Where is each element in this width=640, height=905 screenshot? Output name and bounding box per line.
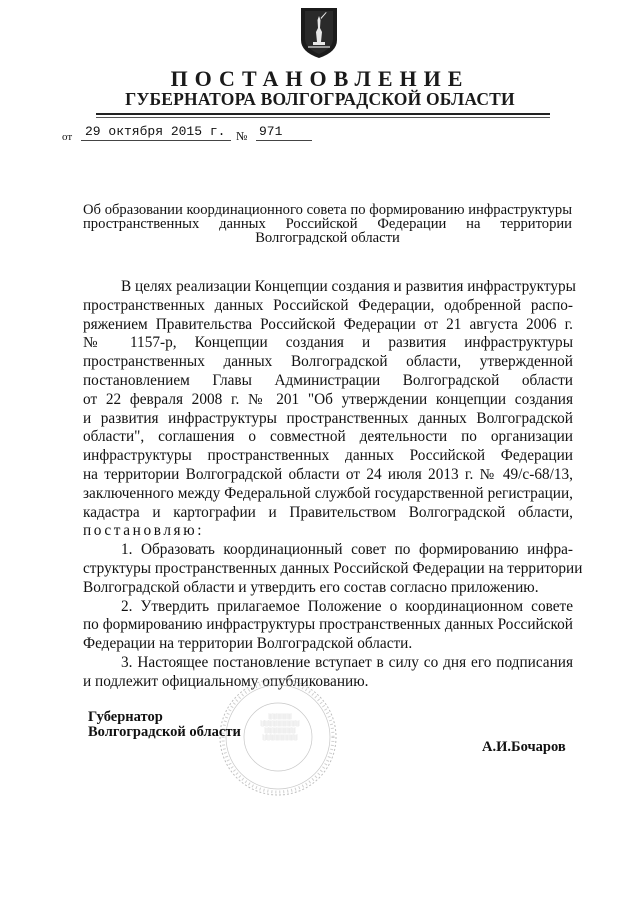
subject-line: Об образовании координационного совета по формированию инфраструктуры <box>83 202 572 218</box>
preamble-line: от 22 февраля 2008 г. № 201 "Об утверждении концепции создания <box>83 390 573 408</box>
item-2-line: Федерации на территории Волгоградской области. <box>83 635 413 653</box>
issuer-title: ГУБЕРНАТОРА ВОЛГОГРАДСКОЙ ОБЛАСТИ <box>125 89 515 109</box>
decree-subject <box>83 203 572 245</box>
subject-line: пространственных данных Российской Федерации на территории <box>83 216 572 232</box>
item-3-line: 3. Настоящее постановление вступает в силу со дня его подписания <box>121 653 573 671</box>
item-1-line: 1. Образовать координационный совет по формированию инфра- <box>121 541 573 559</box>
decree-meta <box>62 124 362 146</box>
preamble-line: инфраструктуры пространственных данных Российской Федерации <box>83 447 573 465</box>
decree-word: постановляю: <box>83 522 205 540</box>
preamble-line: ряжением Правительства Российской Федерации от 21 августа 2006 г. <box>83 315 573 333</box>
preamble-line: кадастра и картографии и Правительством Волгоградской области, <box>83 503 573 521</box>
preamble-line: и развития инфраструктуры пространственных данных Волгоградской <box>83 409 573 427</box>
decree-body <box>83 278 583 692</box>
date-underline <box>81 140 231 141</box>
preamble-line: В целях реализации Концепции создания и развития инфраструктуры <box>121 278 576 295</box>
number-label: № <box>236 129 248 143</box>
signatory-name: А.И.Бочаров <box>482 739 566 755</box>
header-divider-thin <box>96 117 550 118</box>
preamble-line: заключенного между Федеральной службой государственной регистрации, <box>83 484 573 502</box>
signatory-position-line: Волгоградской области <box>88 724 241 740</box>
preamble-line: пространственных данных Волгоградской области, утвержденной <box>83 353 573 371</box>
volgograd-emblem-icon <box>299 6 339 60</box>
decree-date: 29 октября 2015 г. <box>85 124 226 139</box>
seal-text: ░░░░░░ ░░░░░░░░░░ ░░░░░░░░ ░░░░░░░░░ <box>260 714 300 741</box>
item-1-line: структуры пространственных данных Российской Федерации на территории <box>83 559 583 577</box>
item-3-line: и подлежит официальному опубликованию. <box>83 672 369 690</box>
number-underline <box>256 140 312 141</box>
preamble-line: пространственных данных Российской Федерации, одобренной распо- <box>83 296 573 314</box>
item-2-line: 2. Утвердить прилагаемое Положение о координационном совете <box>121 597 573 615</box>
subject-line: Волгоградской области <box>255 230 400 246</box>
document-title: ПОСТАНОВЛЕНИЕ <box>170 66 470 91</box>
item-1-line: Волгоградской области и утвердить его состав согласно приложению. <box>83 578 539 596</box>
date-label: от <box>62 131 73 143</box>
preamble-line: на территории Волгоградской области от 24 июля 2013 г. № 49/с-68/13, <box>83 465 573 483</box>
preamble-line: № 1157-р, Концепции создания и развития инфраструктуры <box>83 334 573 352</box>
decree-number: 971 <box>259 124 283 139</box>
preamble-line: постановлением Главы Администрации Волгоградской области <box>83 371 573 389</box>
header-divider-thick <box>96 113 550 115</box>
preamble-line: области", соглашения о совместной деятельности по организации <box>83 428 573 446</box>
item-2-line: по формированию инфраструктуры пространственных данных Российской <box>83 616 573 634</box>
signatory-position <box>88 710 241 740</box>
signatory-position-line: Губернатор <box>88 709 163 725</box>
